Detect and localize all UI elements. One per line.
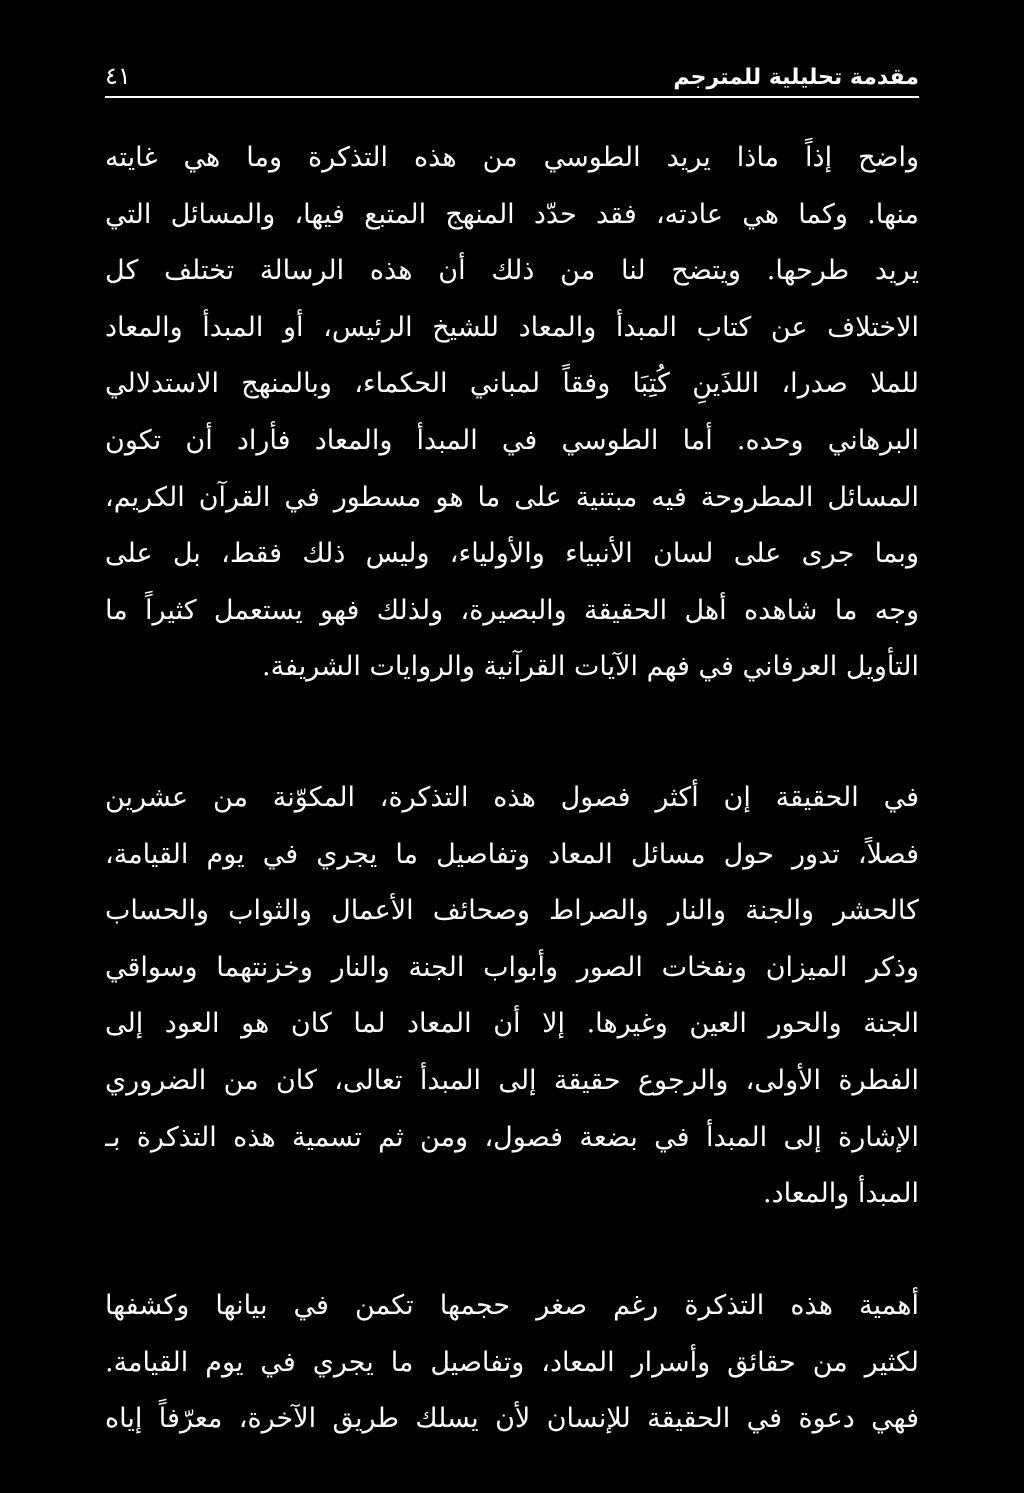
text-line: الإشارة إلى المبدأ في بضعة فصول، ومن ثم تسمية هذه التذكرة بـ: [105, 1121, 919, 1153]
text-line: الفطرة الأولى، والرجوع حقيقة إلى المبدأ تعالى، كان من الضروري: [105, 1064, 919, 1096]
text-line: أهمية هذه التذكرة رغم صغر حجمها تكمن في بيانها وكشفها: [105, 1290, 919, 1321]
paragraph-3: [105, 1278, 919, 1448]
text-line: البرهاني وحده. أما الطوسي في المبدأ والمعاد فأراد أن تكون: [105, 424, 919, 456]
text-line: وذكر الميزان ونفخات الصور وأبواب الجنة والنار وخزنتهما وسواقي: [105, 951, 919, 983]
text-line: الاختلاف عن كتاب المبدأ والمعاد للشيخ الرئيس، أو المبدأ والمعاد: [105, 311, 919, 343]
page-header: [105, 52, 919, 98]
text-line: منها. وكما هي عادته، فقد حدّد المنهج المتبع فيها، والمسائل التي: [105, 198, 919, 230]
running-title: مقدمة تحليلية للمترجم: [673, 65, 919, 90]
paragraph-2: [105, 770, 919, 1223]
text-line: كالحشر والجنة والنار والصراط وصحائف الأعمال والثواب والحساب: [105, 895, 919, 927]
text-line: التأويل العرفاني في فهم الآيات القرآنية والروايات الشريفة.: [261, 651, 919, 683]
text-line: يريد طرحها. ويتضح لنا من ذلك أن هذه الرسالة تختلف كل: [105, 255, 919, 287]
text-line: فهي دعوة في الحقيقة للإنسان لأن يسلك طريق الآخرة، معرّفاً إياه: [105, 1403, 919, 1435]
text-line: واضح إذاً ماذا يريد الطوسي من هذه التذكرة وما هي غايته: [105, 142, 919, 173]
text-line: وبما جرى على لسان الأنبياء والأولياء، وليس ذلك فقط، بل على: [105, 538, 919, 570]
text-line: لكثير من حقائق وأسرار المعاد، وتفاصيل ما يجري في يوم القيامة.: [105, 1346, 919, 1378]
page-number: ٤١: [105, 62, 131, 90]
paragraph-1: [105, 130, 919, 696]
text-line: المسائل المطروحة فيه مبتنية على ما هو مسطور في القرآن الكريم،: [105, 481, 919, 513]
text-line: الجنة والحور العين وغيرها. إلا أن المعاد لما كان هو العود إلى: [105, 1008, 919, 1040]
text-line: المبدأ والمعاد.: [763, 1178, 919, 1210]
text-line: فصلاً، تدور حول مسائل المعاد وتفاصيل ما يجري في يوم القيامة،: [105, 838, 919, 870]
text-line: وجه ما شاهده أهل الحقيقة والبصيرة، ولذلك فهو يستعمل كثيراً ما: [105, 594, 919, 626]
text-line: للملا صدرا، اللذَينِ كُتِبَا وفقاً لمباني الحكماء، وبالمنهج الاستدلالي: [105, 368, 919, 400]
text-line: في الحقيقة إن أكثر فصول هذه التذكرة، المكوّنة من عشرين: [105, 782, 919, 813]
